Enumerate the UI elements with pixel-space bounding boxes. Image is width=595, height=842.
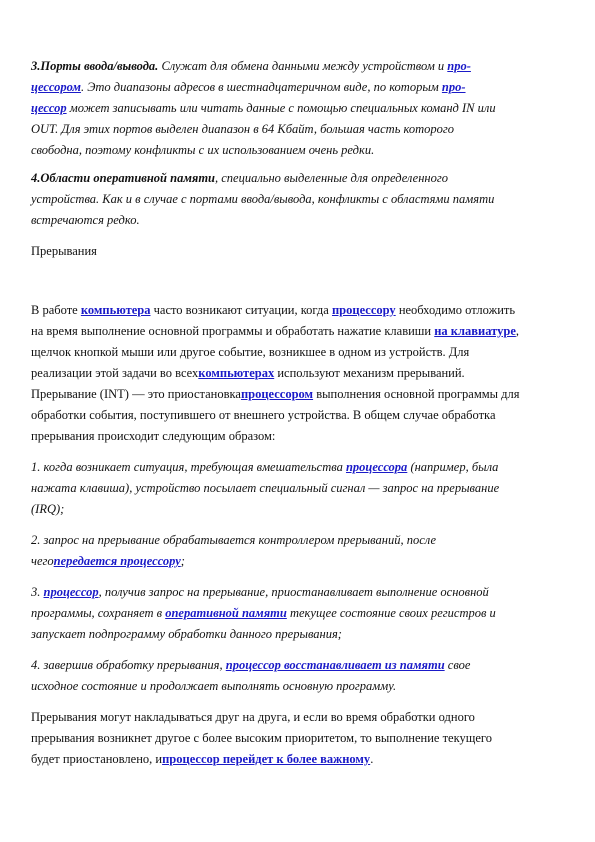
text-line: OUT. Для этих портов выделен диапазон в 64 Кбайт, большая часть которого	[31, 122, 455, 136]
text-line: устройства. Как и в случае с портами ввода/вывода, конфликты с областями памяти	[31, 192, 495, 206]
text-line: чегопередается процессору;	[31, 554, 185, 568]
text-line: реализации этой задачи во всехкомпьютерах используют механизм прерываний.	[31, 366, 465, 380]
step-1	[31, 457, 571, 520]
io-ports-title: 3.Порты ввода/вывода.	[31, 59, 159, 73]
text-line: 4.Области оперативной памяти, специально выделенные для определенного	[31, 171, 449, 185]
text-line: 2. запрос на прерывание обрабатывается контроллером прерываний, после	[31, 533, 437, 547]
link-processor[interactable]: процессор	[43, 585, 99, 599]
paragraph-memory-areas	[31, 168, 571, 231]
step-4	[31, 655, 571, 697]
text-line: (IRQ);	[31, 502, 65, 516]
link-passed-to-processor[interactable]: передается процессору	[53, 554, 181, 568]
document-page	[31, 56, 571, 770]
paragraph-interrupts-intro	[31, 300, 571, 447]
text-line: свободна, поэтому конфликты с их использованием очень редки.	[31, 143, 375, 157]
link-computers[interactable]: компьютерах	[198, 366, 275, 380]
text-line: Прерывания могут накладываться друг на друга, и если во время обработки одного	[31, 710, 475, 724]
link-ram[interactable]: оперативной памяти	[165, 606, 287, 620]
step-2	[31, 530, 571, 572]
text-line: исходное состояние и продолжает выполнять основную программу.	[31, 679, 397, 693]
text-line: прерывания возникнет другое с более высоким приоритетом, то выполнение текущего	[31, 731, 492, 745]
text-line: прерывания происходит следующим образом:	[31, 429, 276, 443]
link-processor-restores[interactable]: процессор восстанавливает из памяти	[225, 658, 445, 672]
step-3	[31, 582, 571, 645]
section-heading: Прерывания	[31, 244, 97, 258]
link-processor-switches[interactable]: процессор перейдет к более важному	[162, 752, 371, 766]
link-processor[interactable]: процессору	[331, 303, 396, 317]
text-line: В работе компьютера часто возникают ситуации, когда процессору необходимо отложить	[31, 303, 516, 317]
link-processor[interactable]: процессора	[345, 460, 408, 474]
text-line: запускает подпрограмму обработки данного прерывания;	[31, 627, 342, 641]
link-processor[interactable]: цессор	[31, 101, 67, 115]
text-line: 3.Порты ввода/вывода. Служат для обмена данными между устройством и про-	[31, 59, 471, 73]
text-line: Прерывание (INT) — это приостановкапроцессором выполнения основной программы для	[31, 387, 520, 401]
link-computer[interactable]: компьютера	[80, 303, 151, 317]
text-line: на время выполнение основной программы и обработать нажатие клавиши на клавиатуре,	[31, 324, 520, 338]
text-line: 3. процессор, получив запрос на прерывание, приостанавливает выполнение основной	[31, 585, 489, 599]
link-processor[interactable]: про-	[441, 80, 466, 94]
text-line: 1. когда возникает ситуация, требующая вмешательства процессора (например, была	[31, 460, 499, 474]
text-line: щелчок кнопкой мыши или другое событие, возникшее в одном из устройств. Для	[31, 345, 470, 359]
link-keyboard[interactable]: на клавиатуре	[434, 324, 516, 338]
paragraph-io-ports	[31, 56, 571, 161]
text-line: встречаются редко.	[31, 213, 140, 227]
text-line: цессором. Это диапазоны адресов в шестнадцатеричном виде, по которым про-	[31, 80, 466, 94]
memory-areas-title: 4.Области оперативной памяти	[31, 171, 215, 185]
link-processor[interactable]: процессором	[240, 387, 314, 401]
text-line: 4. завершив обработку прерывания, процессор восстанавливает из памяти свое	[31, 658, 471, 672]
paragraph-nested-interrupts	[31, 707, 571, 770]
link-processor[interactable]: цессором	[31, 80, 81, 94]
text-line: цессор может записывать или читать данные с помощью специальных команд IN или	[31, 101, 496, 115]
text-line: нажата клавиша), устройство посылает специальный сигнал — запрос на прерывание	[31, 481, 500, 495]
text-line: обработки события, поступившего от внешнего устройства. В общем случае обработка	[31, 408, 496, 422]
text-line: будет приостановлено, ипроцессор перейдет к более важному.	[31, 752, 374, 766]
link-processor[interactable]: про-	[447, 59, 471, 73]
text-line: программы, сохраняет в оперативной памяти текущее состояние своих регистров и	[31, 606, 496, 620]
